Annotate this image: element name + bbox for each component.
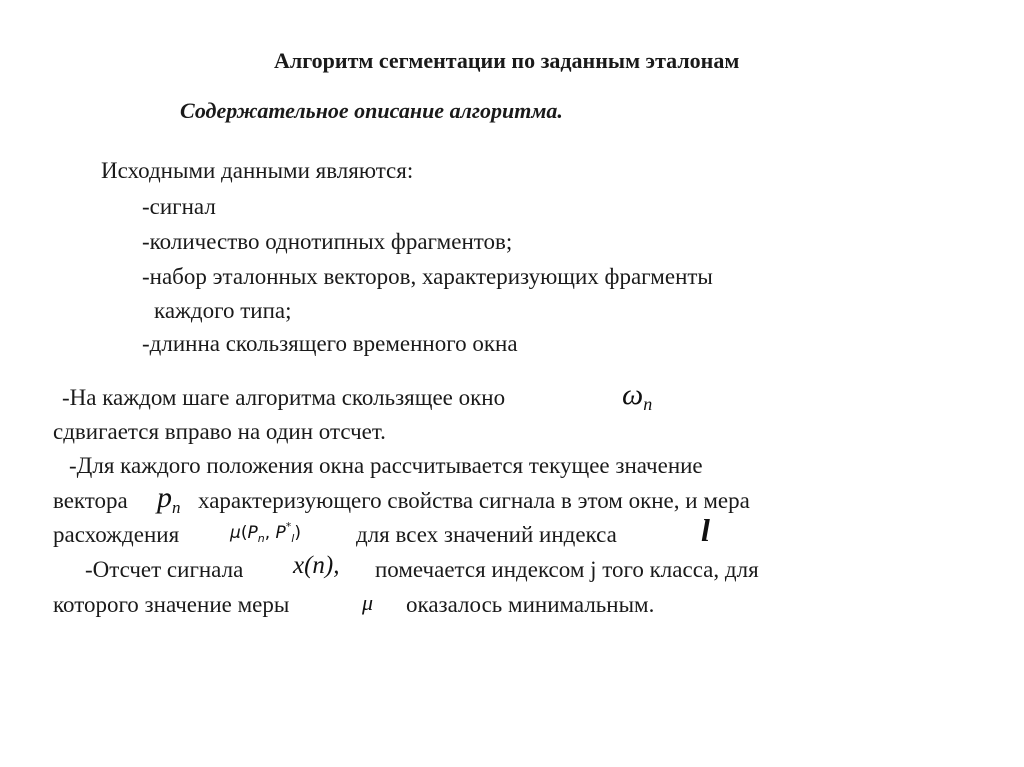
mu-expression <box>230 520 301 545</box>
step1-line2: сдвигается вправо на один отсчет. <box>53 419 386 444</box>
step3-line1-pre: -Отсчет сигнала <box>85 557 244 582</box>
input-item-fragment-count: -количество однотипных фрагментов; <box>142 229 513 254</box>
omega-symbol: ω <box>622 378 644 411</box>
step2-line3-post: для всех значений индекса <box>356 522 617 547</box>
p-n-symbol <box>157 481 181 518</box>
input-item-reference-vectors-cont: каждого типа; <box>154 298 292 323</box>
omega-n-symbol <box>622 378 652 415</box>
p-symbol: p <box>157 481 172 514</box>
mu-symbol: μ <box>230 523 241 543</box>
step1-line1: -На каждом шаге алгоритма скользящее окно <box>62 385 506 410</box>
slide-subtitle: Содержательное описание алгоритма. <box>180 98 563 123</box>
step2-line2-pre: вектора <box>53 488 128 513</box>
input-item-signal: -сигнал <box>142 194 216 219</box>
mu-comma: , <box>264 523 276 543</box>
inputs-heading: Исходными данными являются: <box>101 158 414 183</box>
mu-P-l: P <box>275 523 286 543</box>
index-l-symbol: l <box>701 512 710 548</box>
p-subscript: n <box>172 498 181 517</box>
step2-line1: -Для каждого положения окна рассчитывается текущее значение <box>69 453 703 478</box>
mu-open-paren: ( <box>240 523 248 543</box>
slide-title: Алгоритм сегментации по заданным эталонам <box>274 48 740 73</box>
x-n-symbol: x(n), <box>293 552 340 579</box>
mu-close-paren: ) <box>294 523 301 543</box>
step2-line2-post: характеризующего свойства сигнала в этом окне, и мера <box>198 488 750 513</box>
omega-subscript: n <box>643 394 653 414</box>
input-item-reference-vectors: -набор эталонных векторов, характеризующих фрагменты <box>142 264 713 289</box>
mu-P-l-sub: l <box>291 532 295 545</box>
mu-P-n: P <box>247 523 258 543</box>
step3-line2-pre: которого значение меры <box>53 592 290 617</box>
mu-P-n-sub: n <box>257 532 265 545</box>
mu-P-l-sup: * <box>285 520 292 533</box>
step3-line1-post: помечается индексом j того класса, для <box>375 557 759 582</box>
step2-line3-pre: расхождения <box>53 522 180 547</box>
mu-single-symbol: μ <box>362 590 374 615</box>
input-item-window-length: -длинна скользящего временного окна <box>142 331 518 356</box>
step3-line2-post: оказалось минимальным. <box>406 592 655 617</box>
